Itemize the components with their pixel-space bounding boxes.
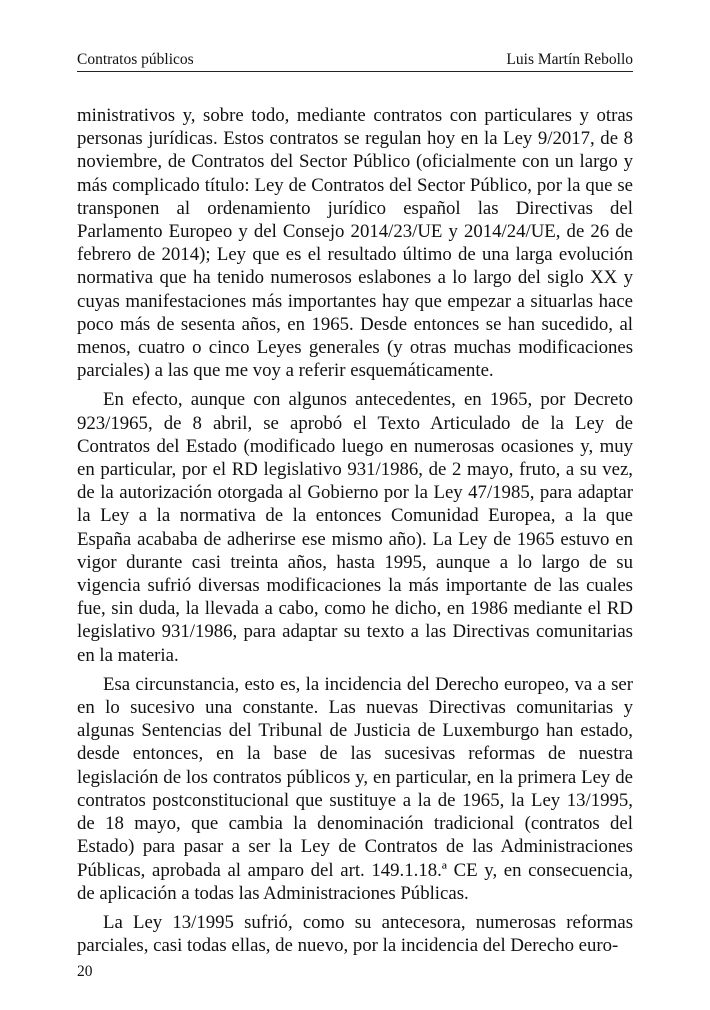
paragraph: En efecto, aunque con algunos antecedentes, en 1965, por Decreto 923/1965, de 8 abril, se aprobó el Texto Articulado de la Ley de Contratos del Estado (modificado luego en numerosas ocasiones y, muy en particular, por el RD legislativo 931/1986, de 2 mayo, fruto, a su vez, de la autorización otorgada al Gobierno por la Ley 47/1985, para adaptar la Ley a la normativa de la entonces Comunidad Europea, a la que España acababa de adherirse ese mismo año). La Ley de 1965 estuvo en vigor durante casi treinta años, hasta 1995, aunque a lo largo de su vigencia sufrió diversas modificaciones la más importante de las cuales fue, sin duda, la llevada a cabo, como he dicho, en 1986 mediante el RD legislativo 931/1986, para adaptar su texto a las Directivas comunitarias en la materia. [77, 389, 633, 666]
header-book-title: Contratos públicos [77, 51, 194, 68]
running-header [77, 51, 633, 72]
paragraph: ministrativos y, sobre todo, mediante contratos con particulares y otras personas jurídicas. Estos contratos se regulan hoy en la Ley 9/2017, de 8 noviembre, de Contratos del Sector Público (oficialmente con un largo y más complicado título: Ley de Contratos del Sector Público, por la que se transponen al ordenamiento jurídico español las Directivas del Parlamento Europeo y del Consejo 2014/23/UE y 2014/24/UE, de 26 de febrero de 2014); Ley que es el resultado último de una larga evolución normativa que ha tenido numerosos eslabones a lo largo del siglo XX y cuyas manifestaciones más importantes hay que empezar a situarlas hace poco más de sesenta años, en 1965. Desde entonces se han sucedido, al menos, cuatro o cinco Leyes generales (y otras muchas modificaciones parciales) a las que me voy a referir esquemáticamente. [77, 105, 633, 382]
body-text [77, 104, 633, 957]
header-author: Luis Martín Rebollo [506, 51, 633, 68]
page-number: 20 [77, 963, 93, 980]
paragraph: La Ley 13/1995 sufrió, como su antecesora, numerosas reformas parciales, casi todas ellas, de nuevo, por la incidencia del Derecho euro- [77, 911, 633, 957]
paragraph: Esa circunstancia, esto es, la incidencia del Derecho europeo, va a ser en lo sucesivo una constante. Las nuevas Directivas comunitarias y algunas Sentencias del Tribunal de Justicia de Luxemburgo han estado, desde entonces, en la base de las sucesivas reformas de nuestra legislación de los contratos públicos y, en particular, en la primera Ley de contratos postconstitucional que sustituye a la de 1965, la Ley 13/1995, de 18 mayo, que cambia la denominación tradicional (contratos del Estado) para pasar a ser la Ley de Contratos de las Administraciones Públicas, aprobada al amparo del art. 149.1.18.ª CE y, en consecuencia, de aplicación a todas las Administraciones Públicas. [77, 673, 633, 904]
